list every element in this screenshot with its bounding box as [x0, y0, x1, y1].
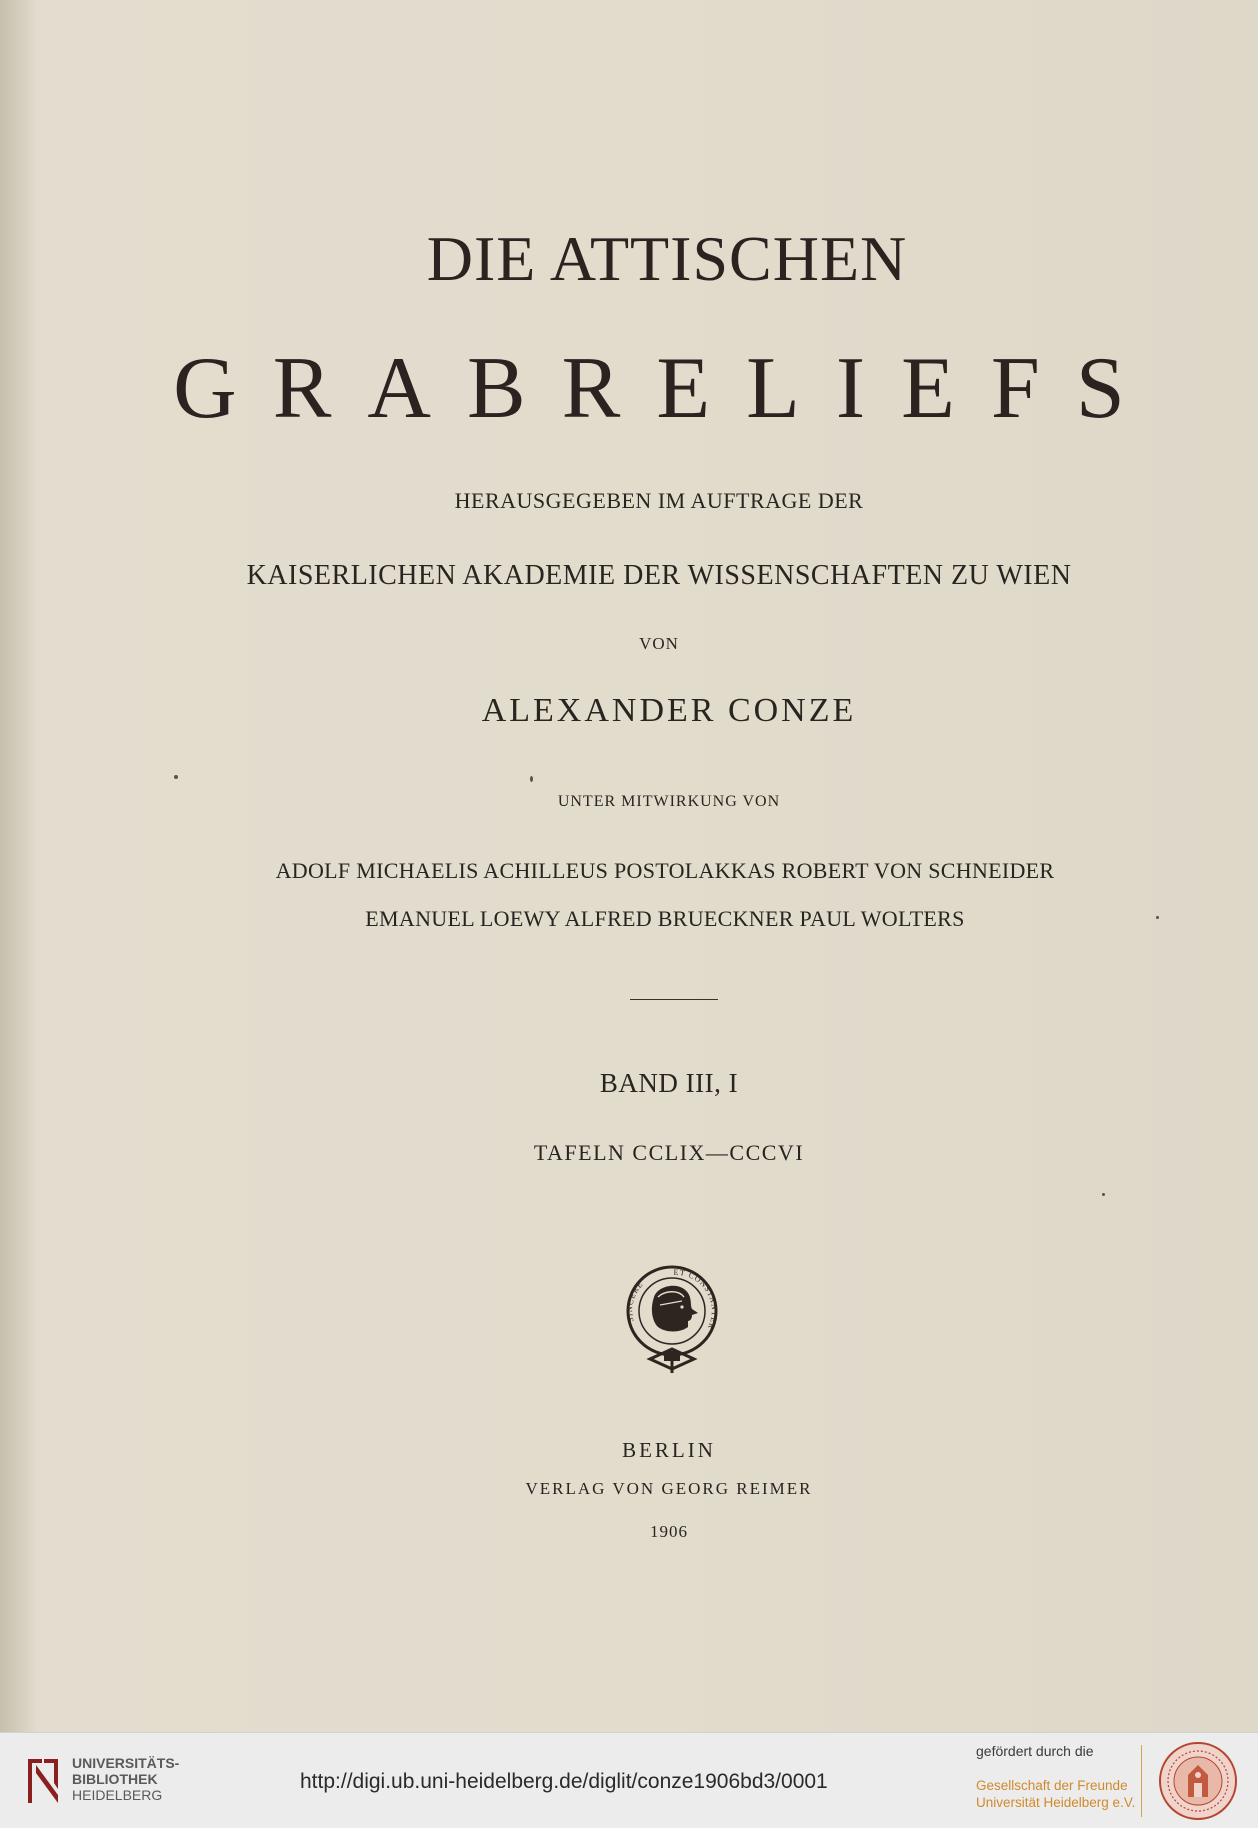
unter-mitwirkung-line: UNTER MITWIRKUNG VON: [557, 793, 781, 810]
sponsor-line-1: Gesellschaft der Freunde: [976, 1778, 1128, 1793]
paper-speck: [1102, 1193, 1105, 1196]
publisher-line: VERLAG VON GEORG REIMER: [525, 1479, 813, 1498]
paper-speck: [1156, 916, 1159, 919]
document-url-link[interactable]: http://digi.ub.uni-heidelberg.de/diglit/conze1906bd3/0001: [300, 1770, 828, 1793]
divider-rule: [630, 999, 718, 1000]
place-line: BERLIN: [622, 1438, 716, 1462]
von-line: VON: [639, 634, 679, 653]
sponsor-name[interactable]: [976, 1777, 1135, 1811]
svg-text:SINCERE: [625, 1279, 645, 1322]
paper-speck: [174, 775, 178, 779]
university-seal-icon[interactable]: [1158, 1741, 1238, 1821]
library-name-line-2: BIBLIOTHEK: [72, 1771, 158, 1787]
library-name-line-3: HEIDELBERG: [72, 1787, 163, 1803]
emblem-text-left: SINCERE: [625, 1279, 646, 1323]
herausgegeben-line: HERAUSGEGEBEN IM AUFTRAGE DER: [454, 488, 864, 513]
library-name[interactable]: [72, 1755, 179, 1803]
book-spine-shadow: [0, 0, 36, 1732]
publisher-emblem-icon: [608, 1255, 736, 1379]
title-line-1: DIE ATTISCHEN: [426, 223, 908, 294]
paper-speck: [530, 776, 533, 782]
sponsor-line-2: Universität Heidelberg e.V.: [976, 1795, 1136, 1810]
emblem-text-right: ET CONSTANTER: [673, 1267, 719, 1332]
author-name: ALEXANDER CONZE: [481, 692, 857, 729]
sponsor-divider: [1141, 1745, 1142, 1817]
tafeln-line: TAFELN CCLIX—CCCVI: [533, 1140, 805, 1165]
collaborators-line-1: ADOLF MICHAELIS ACHILLEUS POSTOLAKKAS ROBERT VON SCHNEIDER: [275, 858, 1055, 883]
akademie-line: KAISERLICHEN AKADEMIE DER WISSENSCHAFTEN ZU WIEN: [246, 560, 1072, 591]
year-line: 1906: [650, 1522, 688, 1541]
band-line: BAND III, I: [599, 1068, 739, 1098]
sponsor-label: gefördert durch die: [976, 1743, 1094, 1759]
library-logo-icon[interactable]: [22, 1755, 64, 1807]
digitization-footer: [0, 1732, 1258, 1828]
title-line-2: GRABRELIEFS: [173, 340, 1161, 437]
library-name-line-1: UNIVERSITÄTS-: [72, 1755, 180, 1771]
collaborators-line-2: EMANUEL LOEWY ALFRED BRUECKNER PAUL WOLTERS: [365, 906, 965, 931]
